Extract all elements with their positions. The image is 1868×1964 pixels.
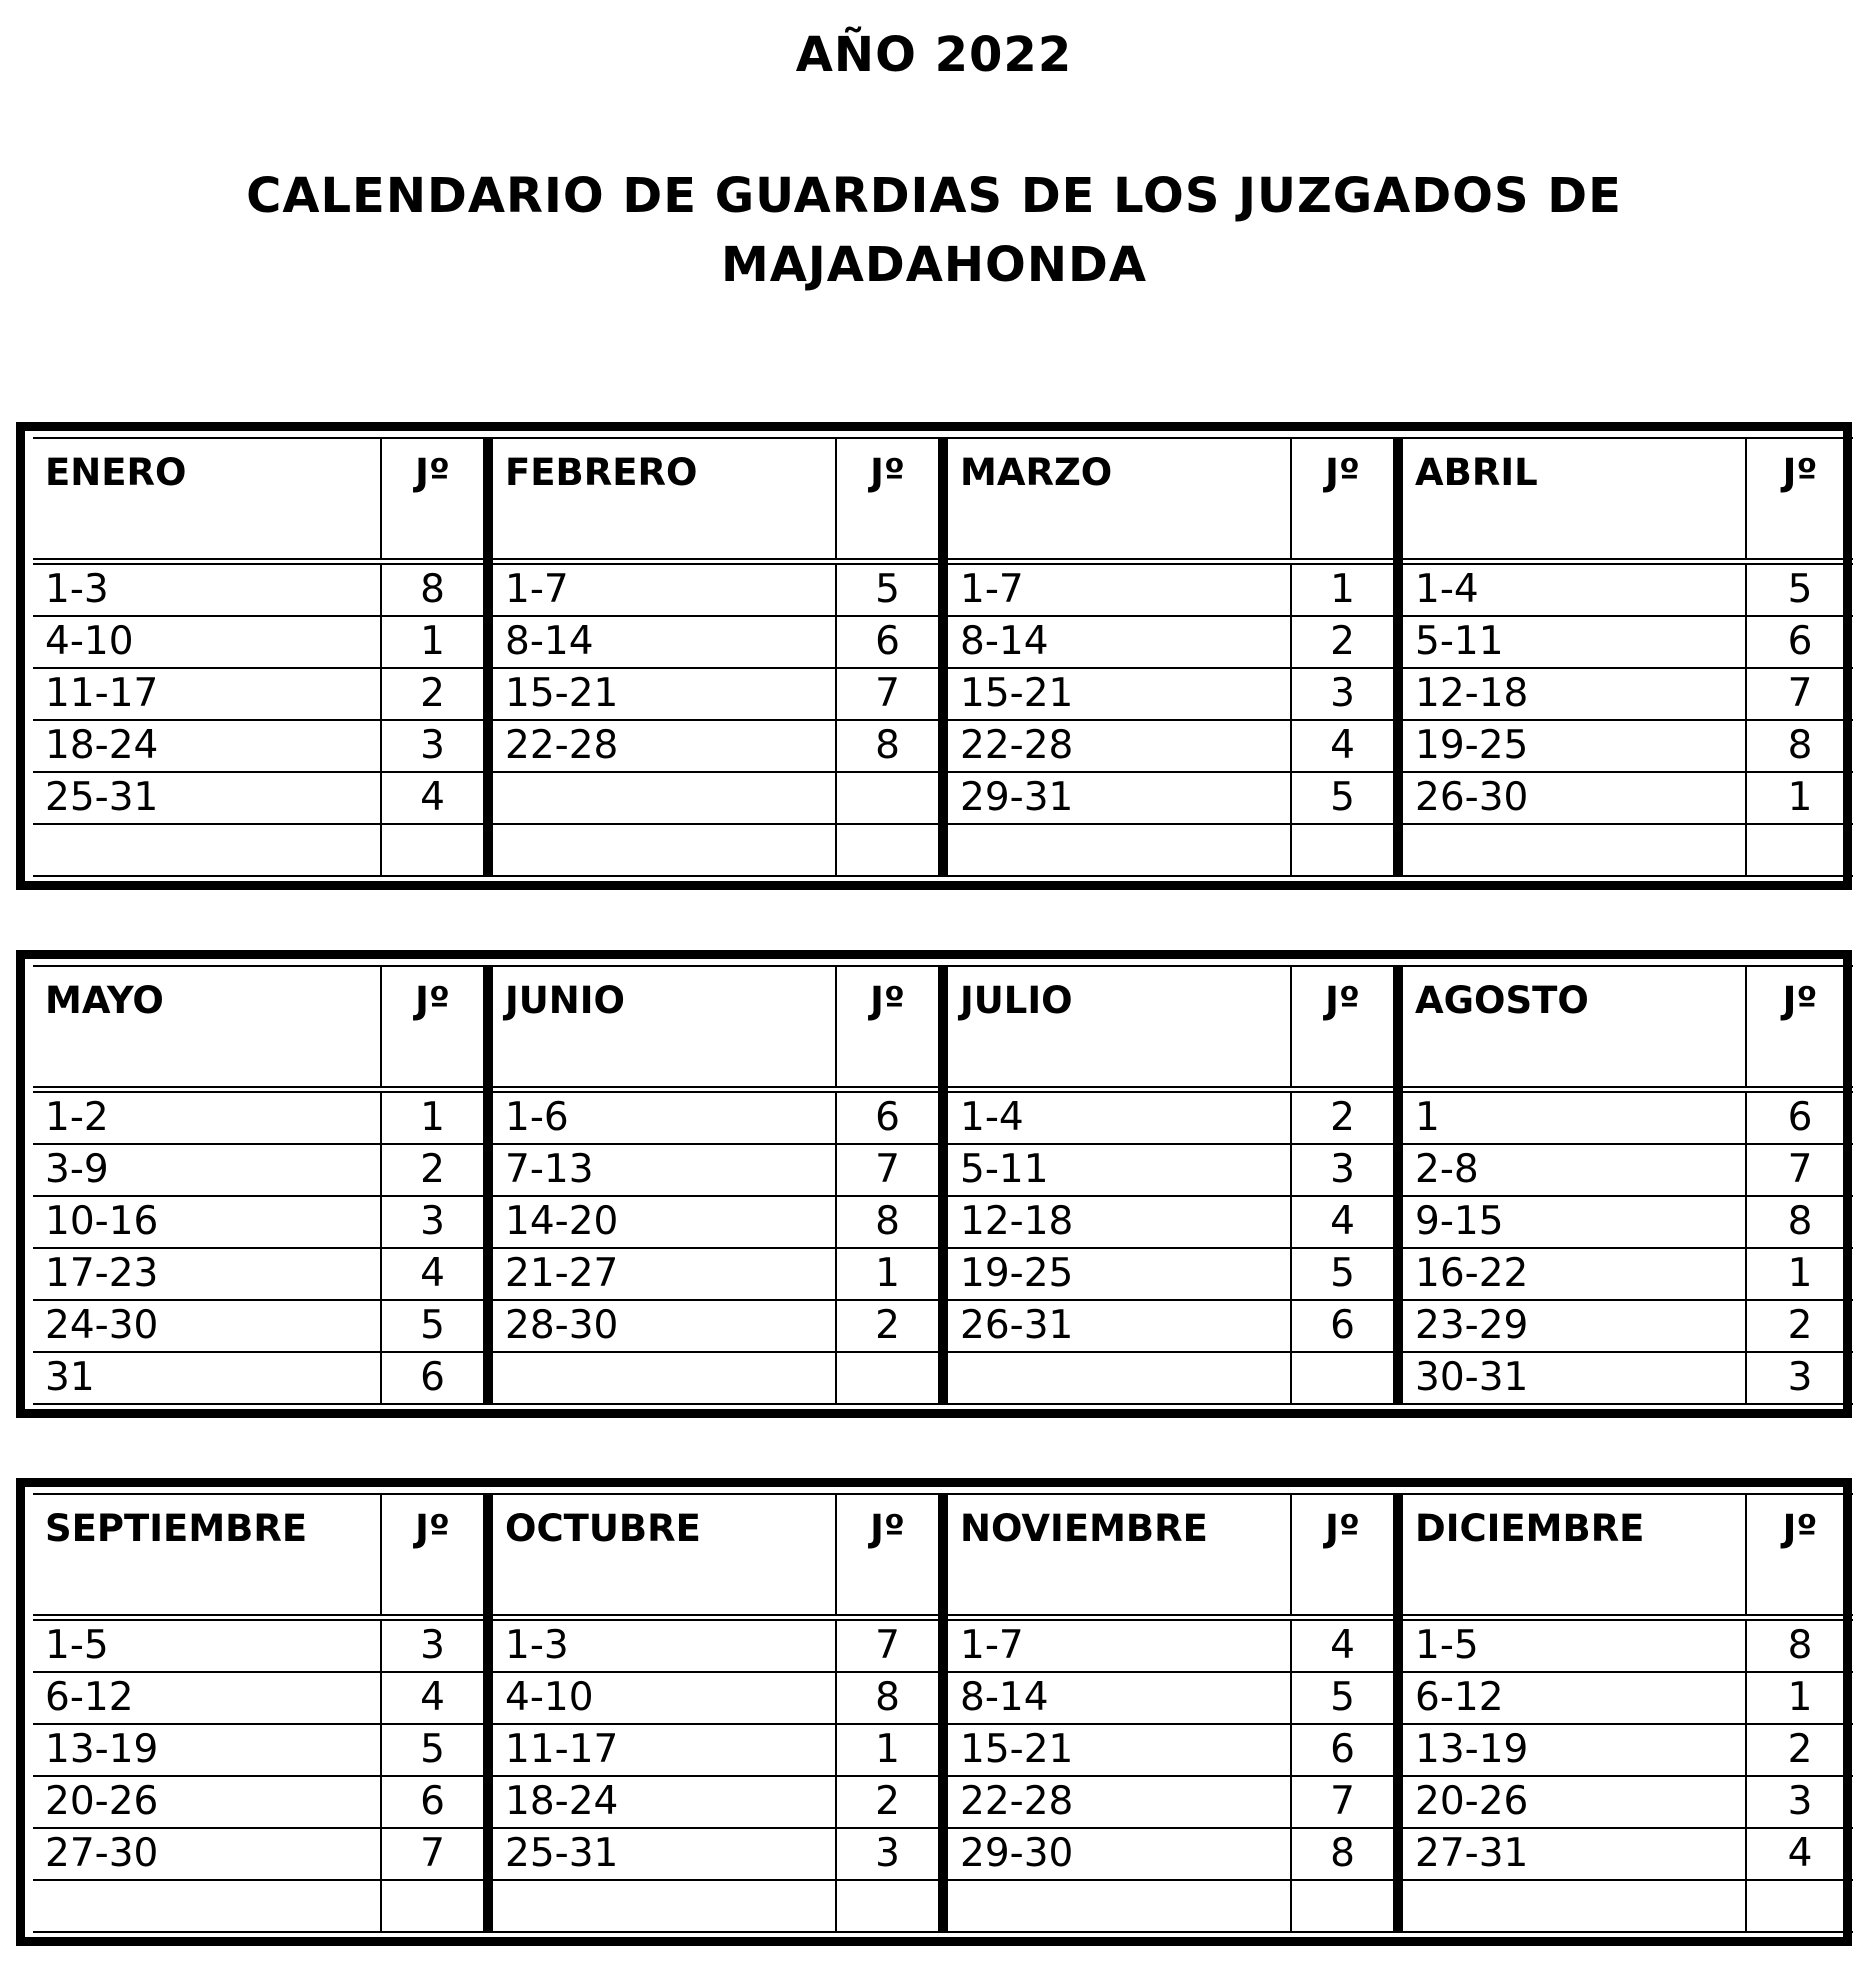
court-number-cell	[381, 824, 488, 876]
court-number-cell: 7	[836, 668, 943, 720]
date-range-cell: 1-4	[1398, 562, 1746, 617]
date-range-cell: 6-12	[33, 1672, 381, 1724]
year-title: AÑO 2022	[795, 27, 1073, 83]
table-row	[33, 1300, 1853, 1352]
date-range-cell: 8-14	[488, 616, 836, 668]
court-number-cell: 3	[1746, 1776, 1853, 1828]
court-number-cell: 1	[1746, 1672, 1853, 1724]
quarter-block-1	[16, 422, 1852, 890]
court-number-cell: 5	[1291, 772, 1398, 824]
table-row	[33, 720, 1853, 772]
document-title-line-1: CALENDARIO DE GUARDIAS DE LOS JUZGADOS DE	[246, 168, 1622, 224]
date-range-cell: 19-25	[943, 1248, 1291, 1300]
table-row	[33, 616, 1853, 668]
date-range-cell: 22-28	[488, 720, 836, 772]
court-number-cell	[1291, 1352, 1398, 1404]
date-range-cell: 15-21	[943, 1724, 1291, 1776]
date-range-cell: 4-10	[488, 1672, 836, 1724]
quarter-block-3	[16, 1478, 1852, 1946]
date-range-cell: 1-4	[943, 1090, 1291, 1145]
month-header-row	[33, 438, 1853, 562]
date-range-cell	[943, 1352, 1291, 1404]
court-number-cell: 8	[1746, 1618, 1853, 1673]
month-name: DICIEMBRE	[1398, 1494, 1746, 1618]
date-range-cell: 19-25	[1398, 720, 1746, 772]
month-name: ENERO	[33, 438, 381, 562]
date-range-cell: 12-18	[943, 1196, 1291, 1248]
date-range-cell: 29-30	[943, 1828, 1291, 1880]
court-number-cell: 6	[381, 1352, 488, 1404]
guard-calendar-table	[33, 1493, 1853, 1933]
court-number-cell: 4	[381, 1248, 488, 1300]
court-number-cell: 8	[836, 1196, 943, 1248]
court-number-header: Jº	[836, 438, 943, 562]
court-number-cell: 1	[381, 1090, 488, 1145]
quarter-block-2	[16, 950, 1852, 1418]
court-number-cell: 6	[1746, 1090, 1853, 1145]
date-range-cell: 8-14	[943, 1672, 1291, 1724]
court-number-cell: 3	[1291, 668, 1398, 720]
court-number-cell: 3	[1291, 1144, 1398, 1196]
date-range-cell: 1-7	[943, 562, 1291, 617]
court-number-cell: 7	[1746, 668, 1853, 720]
court-number-cell	[1746, 1880, 1853, 1932]
date-range-cell: 1-7	[488, 562, 836, 617]
court-number-cell: 8	[1746, 720, 1853, 772]
date-range-cell: 17-23	[33, 1248, 381, 1300]
month-name: FEBRERO	[488, 438, 836, 562]
date-range-cell: 12-18	[1398, 668, 1746, 720]
court-number-cell: 5	[1291, 1248, 1398, 1300]
date-range-cell: 7-13	[488, 1144, 836, 1196]
date-range-cell: 26-31	[943, 1300, 1291, 1352]
court-number-header: Jº	[1291, 438, 1398, 562]
court-number-cell: 8	[381, 562, 488, 617]
court-number-header: Jº	[1291, 966, 1398, 1090]
date-range-cell: 27-31	[1398, 1828, 1746, 1880]
court-number-cell: 2	[1746, 1300, 1853, 1352]
court-number-cell: 6	[836, 616, 943, 668]
court-number-header: Jº	[836, 1494, 943, 1618]
court-number-header: Jº	[381, 966, 488, 1090]
court-number-header: Jº	[1746, 1494, 1853, 1618]
court-number-cell: 3	[381, 1196, 488, 1248]
court-number-cell: 8	[836, 720, 943, 772]
date-range-cell: 25-31	[488, 1828, 836, 1880]
month-name: ABRIL	[1398, 438, 1746, 562]
table-row	[33, 1248, 1853, 1300]
court-number-cell: 2	[836, 1776, 943, 1828]
court-number-header: Jº	[381, 1494, 488, 1618]
court-number-cell	[1291, 824, 1398, 876]
date-range-cell	[488, 1352, 836, 1404]
court-number-header: Jº	[1746, 966, 1853, 1090]
date-range-cell: 22-28	[943, 1776, 1291, 1828]
date-range-cell: 20-26	[33, 1776, 381, 1828]
court-number-cell: 7	[1746, 1144, 1853, 1196]
month-name: MAYO	[33, 966, 381, 1090]
date-range-cell: 9-15	[1398, 1196, 1746, 1248]
court-number-cell: 6	[381, 1776, 488, 1828]
court-number-cell: 3	[381, 720, 488, 772]
table-row	[33, 772, 1853, 824]
date-range-cell: 8-14	[943, 616, 1291, 668]
date-range-cell: 27-30	[33, 1828, 381, 1880]
court-number-cell: 7	[836, 1618, 943, 1673]
date-range-cell: 16-22	[1398, 1248, 1746, 1300]
month-name: MARZO	[943, 438, 1291, 562]
table-row	[33, 562, 1853, 617]
date-range-cell: 14-20	[488, 1196, 836, 1248]
date-range-cell	[33, 824, 381, 876]
date-range-cell: 13-19	[33, 1724, 381, 1776]
date-range-cell: 11-17	[488, 1724, 836, 1776]
court-number-cell	[1746, 824, 1853, 876]
date-range-cell: 18-24	[33, 720, 381, 772]
date-range-cell: 1-6	[488, 1090, 836, 1145]
court-number-cell: 5	[1291, 1672, 1398, 1724]
date-range-cell: 1-7	[943, 1618, 1291, 1673]
guard-calendar-table	[33, 965, 1853, 1405]
court-number-cell: 2	[836, 1300, 943, 1352]
date-range-cell: 4-10	[33, 616, 381, 668]
date-range-cell: 10-16	[33, 1196, 381, 1248]
date-range-cell: 31	[33, 1352, 381, 1404]
table-row	[33, 668, 1853, 720]
court-number-cell: 5	[381, 1724, 488, 1776]
table-row	[33, 1196, 1853, 1248]
date-range-cell: 22-28	[943, 720, 1291, 772]
court-number-cell: 2	[381, 668, 488, 720]
date-range-cell: 5-11	[1398, 616, 1746, 668]
date-range-cell: 24-30	[33, 1300, 381, 1352]
court-number-cell: 8	[836, 1672, 943, 1724]
court-number-cell: 5	[836, 562, 943, 617]
court-number-cell: 1	[1291, 562, 1398, 617]
table-row	[33, 1776, 1853, 1828]
court-number-cell: 5	[1746, 562, 1853, 617]
court-number-header: Jº	[1746, 438, 1853, 562]
court-number-cell: 4	[1291, 720, 1398, 772]
court-number-header: Jº	[1291, 1494, 1398, 1618]
table-row	[33, 1090, 1853, 1145]
court-number-cell: 1	[1746, 1248, 1853, 1300]
court-number-cell: 8	[1291, 1828, 1398, 1880]
date-range-cell: 21-27	[488, 1248, 836, 1300]
date-range-cell	[943, 824, 1291, 876]
date-range-cell: 30-31	[1398, 1352, 1746, 1404]
date-range-cell: 1	[1398, 1090, 1746, 1145]
date-range-cell: 29-31	[943, 772, 1291, 824]
court-number-cell	[1291, 1880, 1398, 1932]
month-header-row	[33, 1494, 1853, 1618]
date-range-cell	[488, 772, 836, 824]
date-range-cell: 15-21	[943, 668, 1291, 720]
month-name: NOVIEMBRE	[943, 1494, 1291, 1618]
court-number-cell: 3	[836, 1828, 943, 1880]
date-range-cell: 1-5	[33, 1618, 381, 1673]
table-row	[33, 1618, 1853, 1673]
court-number-cell	[836, 1880, 943, 1932]
date-range-cell: 18-24	[488, 1776, 836, 1828]
table-row	[33, 1352, 1853, 1404]
date-range-cell: 2-8	[1398, 1144, 1746, 1196]
date-range-cell: 20-26	[1398, 1776, 1746, 1828]
court-number-cell: 6	[1291, 1724, 1398, 1776]
date-range-cell	[488, 1880, 836, 1932]
court-number-header: Jº	[381, 438, 488, 562]
court-number-header: Jº	[836, 966, 943, 1090]
date-range-cell: 5-11	[943, 1144, 1291, 1196]
date-range-cell	[943, 1880, 1291, 1932]
month-name: JUNIO	[488, 966, 836, 1090]
date-range-cell: 1-2	[33, 1090, 381, 1145]
date-range-cell: 25-31	[33, 772, 381, 824]
date-range-cell: 1-5	[1398, 1618, 1746, 1673]
court-number-cell: 3	[1746, 1352, 1853, 1404]
date-range-cell	[488, 824, 836, 876]
date-range-cell: 3-9	[33, 1144, 381, 1196]
court-number-cell: 7	[836, 1144, 943, 1196]
date-range-cell: 6-12	[1398, 1672, 1746, 1724]
date-range-cell: 1-3	[488, 1618, 836, 1673]
court-number-cell: 4	[381, 1672, 488, 1724]
court-number-cell: 1	[1746, 772, 1853, 824]
guard-calendar-table	[33, 437, 1853, 877]
court-number-cell	[381, 1880, 488, 1932]
date-range-cell: 28-30	[488, 1300, 836, 1352]
date-range-cell: 23-29	[1398, 1300, 1746, 1352]
court-number-cell: 4	[1746, 1828, 1853, 1880]
date-range-cell: 1-3	[33, 562, 381, 617]
court-number-cell: 3	[381, 1618, 488, 1673]
date-range-cell: 26-30	[1398, 772, 1746, 824]
court-number-cell: 6	[1291, 1300, 1398, 1352]
court-number-cell: 7	[381, 1828, 488, 1880]
court-number-cell: 7	[1291, 1776, 1398, 1828]
court-number-cell: 2	[381, 1144, 488, 1196]
court-number-cell	[836, 772, 943, 824]
table-row	[33, 1144, 1853, 1196]
date-range-cell: 13-19	[1398, 1724, 1746, 1776]
court-number-cell: 8	[1746, 1196, 1853, 1248]
month-name: SEPTIEMBRE	[33, 1494, 381, 1618]
month-name: JULIO	[943, 966, 1291, 1090]
table-row	[33, 1880, 1853, 1932]
date-range-cell	[1398, 824, 1746, 876]
court-number-cell: 6	[836, 1090, 943, 1145]
table-row	[33, 1724, 1853, 1776]
court-number-cell: 4	[381, 772, 488, 824]
month-header-row	[33, 966, 1853, 1090]
court-number-cell: 1	[836, 1724, 943, 1776]
court-number-cell: 6	[1746, 616, 1853, 668]
court-number-cell	[836, 1352, 943, 1404]
court-number-cell: 2	[1746, 1724, 1853, 1776]
date-range-cell	[33, 1880, 381, 1932]
court-number-cell: 1	[836, 1248, 943, 1300]
court-number-cell	[836, 824, 943, 876]
document-title-line-2: MAJADAHONDA	[720, 237, 1148, 293]
table-row	[33, 824, 1853, 876]
court-number-cell: 1	[381, 616, 488, 668]
date-range-cell	[1398, 1880, 1746, 1932]
court-number-cell: 5	[381, 1300, 488, 1352]
date-range-cell: 15-21	[488, 668, 836, 720]
court-number-cell: 2	[1291, 616, 1398, 668]
month-name: AGOSTO	[1398, 966, 1746, 1090]
court-number-cell: 4	[1291, 1196, 1398, 1248]
table-row	[33, 1828, 1853, 1880]
table-row	[33, 1672, 1853, 1724]
date-range-cell: 11-17	[33, 668, 381, 720]
month-name: OCTUBRE	[488, 1494, 836, 1618]
court-number-cell: 4	[1291, 1618, 1398, 1673]
court-number-cell: 2	[1291, 1090, 1398, 1145]
